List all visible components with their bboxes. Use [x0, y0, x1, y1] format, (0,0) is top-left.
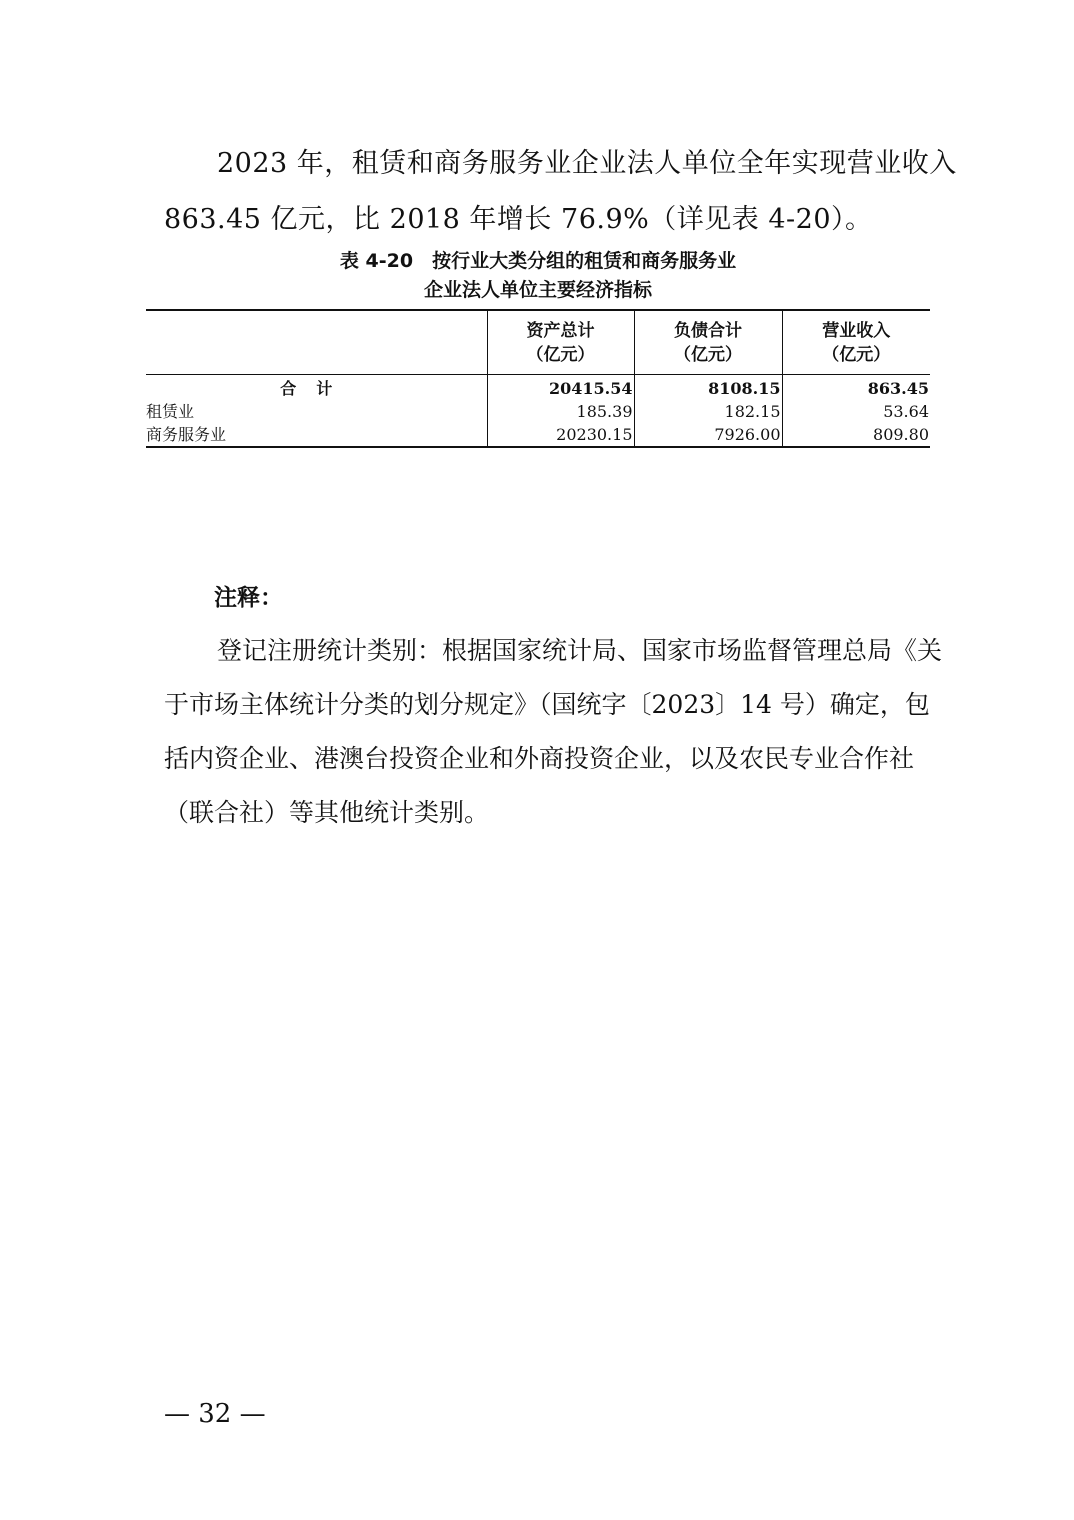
cell-total-liabilities: 8108.15 — [634, 375, 782, 401]
header-name: 资产总计 — [526, 320, 595, 341]
table-header-row — [146, 310, 930, 375]
intro-paragraph — [164, 136, 957, 248]
header-operating-revenue — [782, 310, 930, 375]
table-row-leasing — [146, 400, 930, 423]
cell-total-assets: 20230.15 — [487, 423, 634, 447]
header-unit: （亿元） — [674, 344, 742, 365]
row-label: 租赁业 — [146, 402, 195, 421]
header-blank-cell — [146, 310, 487, 375]
note-line-1: 登记注册统计类别：根据国家统计局、国家市场监督管理总局《关 — [217, 636, 943, 665]
cell-operating-revenue: 809.80 — [782, 423, 930, 447]
note-line-3: 括内资企业、港澳台投资企业和外商投资企业，以及农民专业合作社 — [164, 744, 915, 773]
page-number: — 32 — — [164, 1399, 266, 1429]
header-total-liabilities — [634, 310, 782, 375]
header-unit: （亿元） — [822, 344, 891, 365]
table-row-business-services — [146, 423, 930, 447]
header-name: 负债合计 — [674, 320, 742, 341]
notes-paragraph — [164, 624, 943, 840]
header-name: 营业收入 — [822, 320, 891, 341]
note-line-4: （联合社）等其他统计类别。 — [164, 798, 490, 827]
cell-total-assets: 20415.54 — [487, 375, 634, 401]
industry-indicators-table — [146, 309, 930, 448]
cell-operating-revenue: 863.45 — [782, 375, 930, 401]
header-total-assets — [487, 310, 634, 375]
cell-total-liabilities: 7926.00 — [634, 423, 782, 447]
note-line-2: 于市场主体统计分类的划分规定》（国统字〔2023〕14 号）确定，包 — [164, 690, 930, 719]
table-title-line-2: 企业法人单位主要经济指标 — [423, 279, 652, 301]
cell-total-assets: 185.39 — [487, 400, 634, 423]
row-label: 合计 — [280, 379, 353, 398]
row-label: 商务服务业 — [146, 423, 487, 447]
intro-line-1: 2023 年，租赁和商务服务业企业法人单位全年实现营业收入 — [217, 148, 957, 179]
header-unit: （亿元） — [526, 344, 595, 365]
notes-heading: 注释： — [214, 585, 283, 611]
intro-line-2: 863.45 亿元，比 2018 年增长 76.9%（详见表 4-20）。 — [164, 204, 873, 235]
cell-total-liabilities: 182.15 — [634, 400, 782, 423]
table-title-line-1: 表 4-20 按行业大类分组的租赁和商务服务业 — [339, 250, 737, 272]
cell-operating-revenue: 53.64 — [782, 400, 930, 423]
table-row-total — [146, 375, 930, 401]
